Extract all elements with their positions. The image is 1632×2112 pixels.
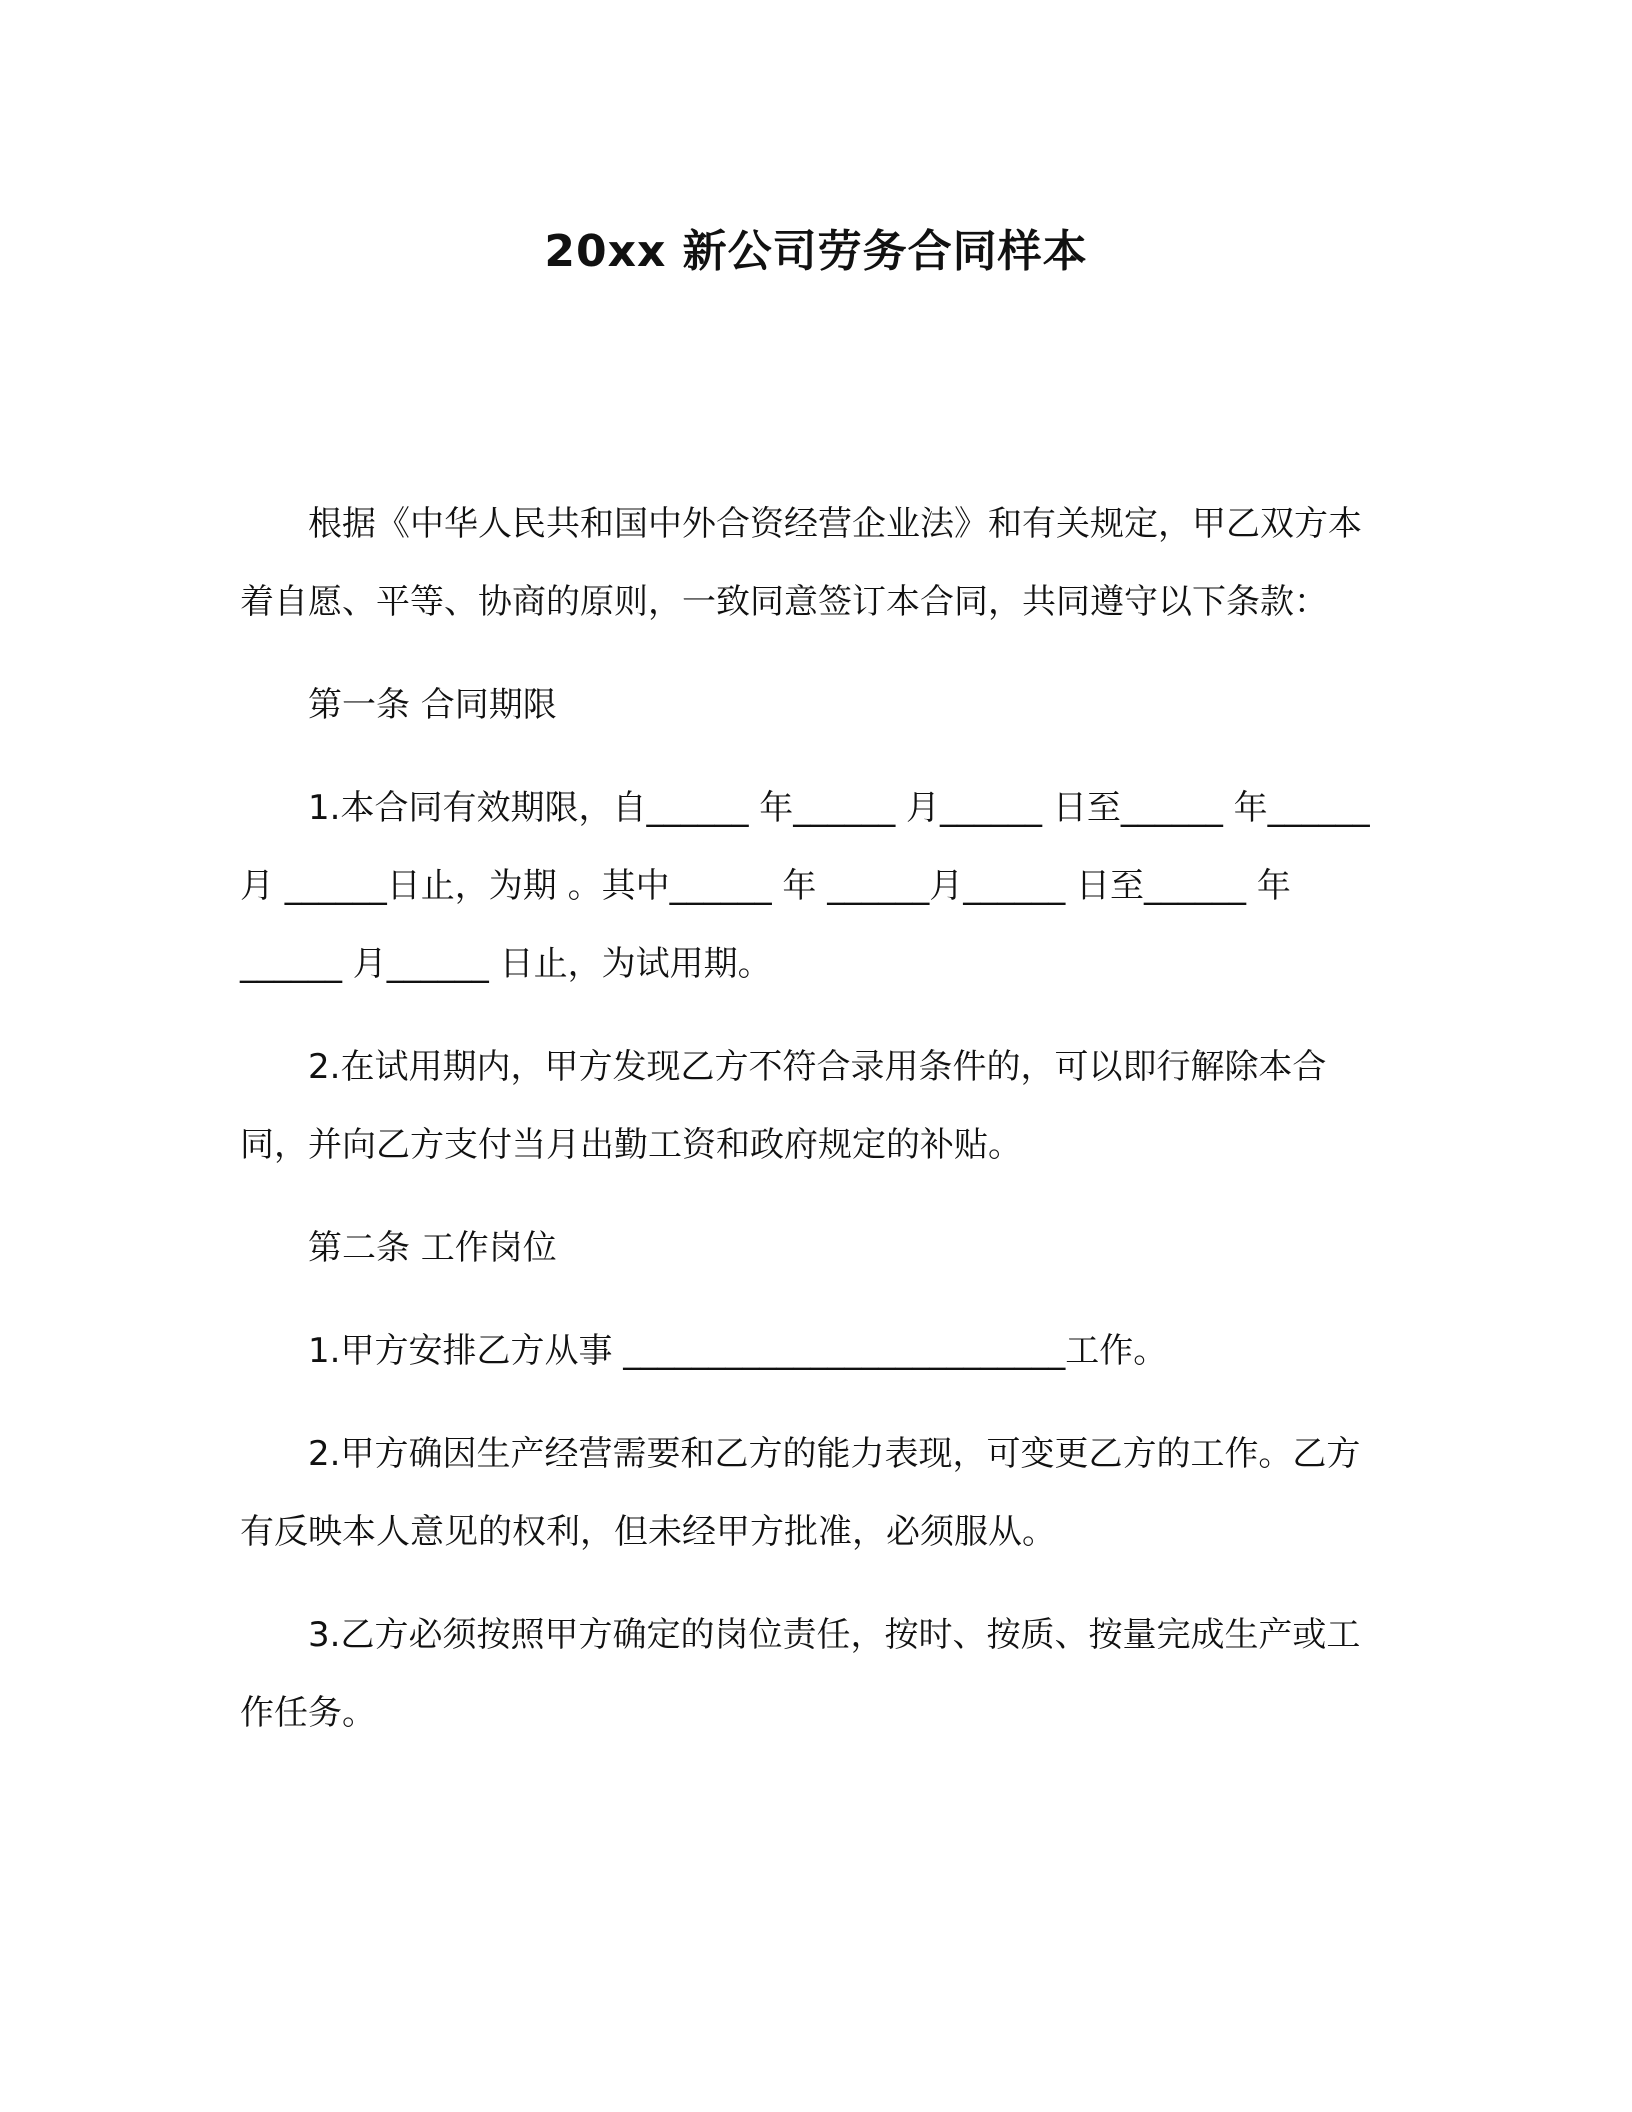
intro-paragraph: 根据《中华人民共和国中外合资经营企业法》和有关规定，甲乙双方本着自愿、平等、协商的原则，一致同意签订本合同，共同遵守以下条款： xyxy=(240,504,1362,622)
article-2-clause-2: 2.甲方确因生产经营需要和乙方的能力表现，可变更乙方的工作。乙方有反映本人意见的权利，但未经甲方批准，必须服从。 xyxy=(240,1434,1361,1552)
article-1-heading: 第一条 合同期限 xyxy=(308,685,557,725)
article-1-clause-1: 1.本合同有效期限，自______ 年______ 月______ 日至______ 年______ 月 ______日止，为期 。其中______ 年 ______月______ 日至______ 年______ 月______ 日止，为试用期。 xyxy=(240,788,1370,984)
article-2-clause-3: 3.乙方必须按照甲方确定的岗位责任，按时、按质、按量完成生产或工作任务。 xyxy=(240,1615,1361,1733)
article-1-clause-2: 2.在试用期内，甲方发现乙方不符合录用条件的，可以即行解除本合同，并向乙方支付当月出勤工资和政府规定的补贴。 xyxy=(240,1047,1327,1165)
document-body xyxy=(240,485,1390,1752)
article-2-clause-1: 1.甲方安排乙方从事 __________________________工作。 xyxy=(308,1331,1168,1371)
document-title: 20xx 新公司劳务合同样本 xyxy=(544,226,1088,277)
article-2-heading: 第二条 工作岗位 xyxy=(308,1228,557,1268)
